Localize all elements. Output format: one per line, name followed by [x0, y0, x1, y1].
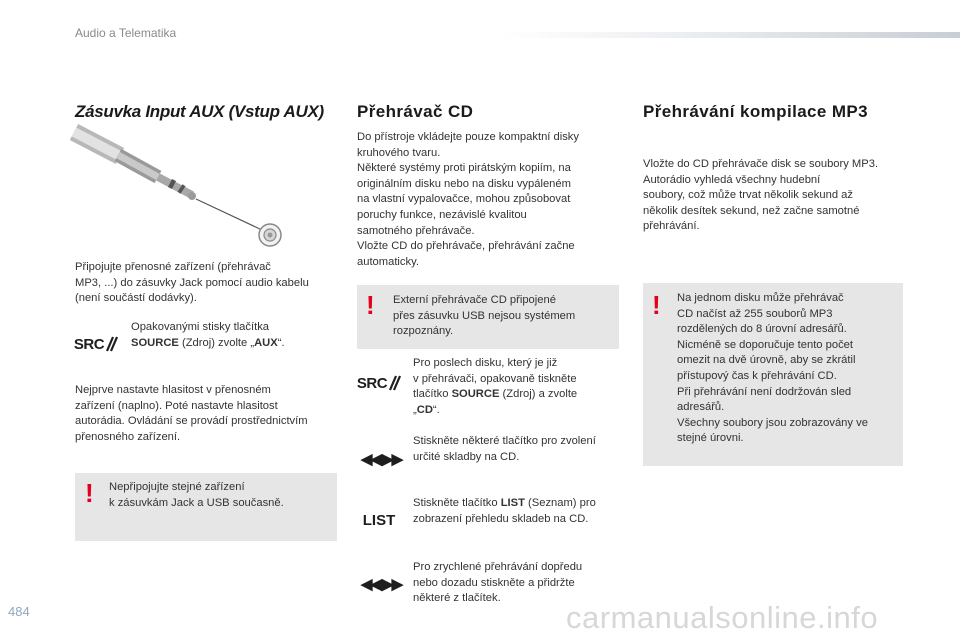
warning-icon: ! — [366, 290, 375, 320]
warning-icon: ! — [652, 290, 661, 320]
cd-warning-text: Externí přehrávače CD připojené přes zásuvku USB nejsou systémem rozpoznány. — [393, 294, 576, 338]
cd-src-text-3: “. — [432, 403, 440, 416]
list-button-icon: LIST — [362, 511, 396, 529]
cd-list-text-1: Stiskněte tlačítko — [413, 497, 501, 509]
src-label: SRC — [356, 374, 388, 392]
cd-intro: Do přístroje vkládejte pouze kompaktní disky kruhového tvaru. Některé systémy proti pirátským kopiím, na originálním disku nebo na disku vypáleném na vlastní vypalovačce, mohou způsobovat poruchy funkce, nezávislé kvalitou samotného přehrávače. Vložte CD do přehrávače, přehrávání začne automaticky. — [357, 131, 579, 268]
cd-src-cd: CD — [416, 403, 433, 416]
watermark: carmanualsonline.info — [566, 600, 879, 635]
track-arrows-icon: ◀◀ ▶▶ — [360, 451, 402, 468]
warning-icon: ! — [85, 478, 94, 508]
cd-track-text: Stiskněte některé tlačítko pro zvolení určité skladby na CD. — [413, 435, 596, 463]
source-slash-icon — [104, 336, 118, 352]
cd-title: Přehrávač CD — [357, 102, 474, 121]
cd-list-text-2: (Seznam) pro zobrazení přehledu skladeb na CD. — [413, 497, 596, 525]
aux-warning-text: Nepřipojujte stejné zařízení k zásuvkám Jack a USB současně. — [109, 481, 284, 509]
mp3-intro: Vložte do CD přehrávače disk se soubory MP3. Autorádio vyhledá všechny hudební soubory, což může trvat několik sekund až několik desítek sekund, než začne samotné přehrávání. — [643, 158, 879, 233]
aux-src-aux: AUX — [254, 336, 278, 349]
cd-list-bold: LIST — [500, 497, 525, 509]
aux-intro: Připojujte přenosné zařízení (přehrávač MP3, ...) do zásuvky Jack pomocí audio kabelu (není součástí dodávky). — [75, 261, 309, 305]
mp3-title: Přehrávání kompilace MP3 — [643, 102, 869, 121]
aux-src-line1: Opakovanými stisky tlačítka — [131, 321, 270, 333]
cd-src-text-1: Pro poslech disku, který je již v přehrávači, opakovaně tiskněte tlačítko — [413, 357, 577, 401]
jack-plug-image — [70, 122, 290, 252]
cd-src-bold: SOURCE — [451, 388, 500, 401]
aux-src-end: “. — [277, 336, 285, 349]
page-number: 484 — [8, 604, 30, 619]
section-title: Audio a Telematika — [75, 26, 177, 40]
mp3-warning-text: Na jednom disku může přehrávač CD načíst až 255 souborů MP3 rozdělených do 8 úrovní adresářů. Nicméně se doporučuje tento počet omezit na dvě úrovně, aby se zkrátil přístupový čas k přehrávání CD. Při přehrávání není dodržován sled adresářů. Všechny soubory jsou zobrazovány ve stejné úrovni. — [677, 292, 868, 445]
source-slash-icon — [387, 375, 401, 391]
src-label: SRC — [73, 335, 105, 353]
aux-src-bold: SOURCE — [131, 336, 179, 349]
cd-source-instruction — [413, 356, 577, 418]
header-bar — [500, 32, 960, 38]
fast-forward-rewind-icon: ◀◀ ▶▶ — [360, 576, 402, 593]
aux-src-mid: (Zdroj) zvolte „ — [178, 336, 255, 349]
cd-src-text-2: (Zdroj) a zvolte „ — [413, 388, 578, 416]
source-button-icon — [355, 369, 403, 397]
cd-fast-text: Pro zrychlené přehrávání dopředu nebo dozadu stiskněte a přidržte některé z tlačítek. — [413, 561, 583, 605]
aux-volume-text: Nejprve nastavte hlasitost v přenosném zařízení (naplno). Poté nastavte hlasitost autorádia. Ovládání se provádí prostřednictvím přenosného zařízení. — [75, 384, 308, 443]
aux-title: Zásuvka Input AUX (Vstup AUX) — [75, 102, 324, 121]
aux-source-instruction — [131, 320, 285, 351]
cd-list-instruction — [413, 496, 596, 527]
aux-warning-box — [75, 473, 337, 541]
source-button-icon — [72, 330, 120, 358]
mp3-warning-box — [643, 283, 903, 466]
cd-warning-box — [357, 285, 619, 349]
